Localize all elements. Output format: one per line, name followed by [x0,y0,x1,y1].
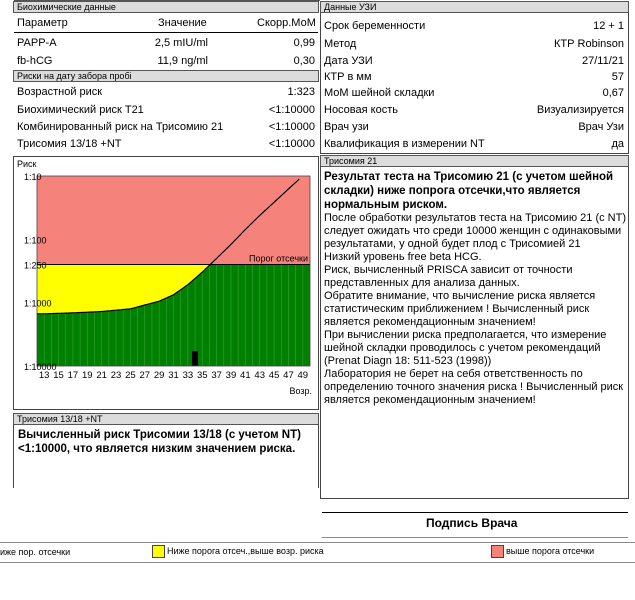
t1318-text: Вычисленный риск Трисомии 13/18 (с учетом NT) <1:10000, что является низким значением риска. [18,429,301,455]
x-tick-label: 19 [82,370,93,381]
biochem-header [13,1,319,13]
legend-high-swatch [491,545,504,558]
risk-label: Комбинированный риск на Трисомию 21 [17,121,224,133]
risk-value: 1:323 [287,86,315,98]
x-tick-label: 45 [268,370,280,381]
t21-body [324,170,626,407]
high-risk-zone [37,176,310,265]
legend-high-label: выше порога отсечки [506,545,595,556]
t21-paragraph: При вычислении риска предполагается, что измерение шейной складки проводилось с учетом рекомендаций (Prenat Diagn 18: 511-523 (1998)) [324,329,607,367]
biochem-title: Биохимические данные [17,2,116,12]
t1318-title: Трисомия 13/18 +NT [17,414,103,424]
x-tick-label: 21 [96,370,107,381]
risk-label: Биохимический риск T21 [17,104,144,116]
patient-marker [192,351,198,366]
legend-low-label: иже пор. отсечки [0,547,71,557]
us-label: Носовая кость [324,104,398,116]
t1318-right-border [318,424,319,488]
risks-header [13,70,319,82]
us-label: Срок беременности [324,20,426,32]
legend-mid-swatch [152,545,165,558]
x-tick-label: 13 [38,370,50,381]
biochem-col-value: Значение [158,17,207,29]
us-value: 0,67 [602,87,624,99]
x-tick-label: 31 [168,370,179,381]
us-value: 57 [611,71,624,83]
x-tick-label: 23 [110,370,122,381]
risk-value: <1:10000 [268,121,315,133]
risks-title: Риски на дату забора пробі [17,71,132,81]
signature-line [322,512,628,513]
t1318-header [13,413,319,425]
t1318-left-border [13,424,14,488]
t21-paragraph: После обработки результатов теста на Трисомию 21 (с NT) следует ожидать что среди 10000 женщин с одинаковыми результатами, у одной будет плод с Трисомией 21 [324,212,627,250]
biochem-row-value: 2,5 mIU/ml [154,37,208,49]
biochem-col-param: Параметр [17,17,68,29]
risk-value: <1:10000 [268,104,315,116]
x-axis-label: Возр. [289,386,312,396]
us-label: КТР в мм [324,71,372,83]
y-tick-label: 1:10000 [24,362,57,372]
x-tick-label: 47 [283,370,294,381]
y-axis-label: Риск [17,159,37,169]
t21-paragraph: Лаборатория не берет на себя ответственность по определению точного значения риска ! Вычисленный риск является рекомендационным значением! [324,368,624,406]
y-tick-label: 1:10 [24,172,42,182]
us-label: Врач узи [324,121,369,133]
x-tick-label: 25 [125,370,136,381]
y-tick-label: 1:1000 [24,298,52,309]
x-tick-label: 41 [240,370,251,381]
cutoff-label: Порог отсечки [249,253,308,264]
signature-label: Подпись Врача [426,516,518,530]
x-tick-label: 35 [196,370,208,381]
us-label: Дата УЗИ [324,55,373,67]
y-tick-label: 1:100 [24,235,47,246]
biochem-row-param: fb-hCG [17,55,53,67]
biochem-row-value: 11,9 ng/ml [157,55,208,67]
us-value: Врач Узи [578,121,624,133]
us-label: МоМ шейной складки [324,87,435,99]
biochem-row-mom: 0,30 [293,55,315,67]
risk-chart [14,157,318,409]
biochem-col-mom: Скорр.МоМ [257,17,316,29]
t21-title: Трисомия 21 [324,156,378,166]
y-tick-label: 1:250 [24,260,47,271]
us-value: да [611,138,624,150]
t21-conclusion: Результат теста на Трисомию 21 (с учетом шейной складки) ниже попрога отсечки,что является нормальным риском. [324,171,614,211]
biochem-row-param: PAPP-A [17,37,57,49]
us-label: Квалификация в измерении NT [324,138,485,150]
t21-paragraph: Обратите внимание, что вычисление риска является статистическим приближением ! Вычисленный риск является рекомендационным значением! [324,290,596,328]
x-tick-label: 49 [297,370,309,381]
legend-low [0,547,70,557]
us-value: 27/11/21 [581,55,624,67]
legend-high [491,545,594,558]
t21-header [320,155,629,167]
legend-mid [152,545,324,558]
legend-mid-label: Ниже порога отсеч.,выше возр. риска [167,545,324,556]
ultrasound-title: Данные УЗИ [324,2,377,12]
x-tick-label: 43 [254,370,265,381]
us-value: Визуализируется [536,104,624,116]
us-value: КТР Robinson [554,38,624,50]
us-value: 12 + 1 [593,20,624,32]
x-tick-label: 29 [153,370,165,381]
legend-top-border [0,542,635,543]
risk-value: <1:10000 [268,138,315,150]
us-label: Метод [324,38,357,50]
t21-paragraph: Риск, вычисленный PRISCA зависит от точности представленных для анализа данных. [324,264,573,289]
risk-label: Трисомия 13/18 +NT [17,138,122,150]
biochem-row-mom: 0,99 [293,37,315,49]
signature-bottom-line [322,537,628,538]
biochem-col-underline [14,32,318,33]
ultrasound-header [320,1,629,13]
x-tick-label: 15 [53,370,64,381]
legend-bottom-border [0,562,635,563]
x-tick-label: 37 [211,370,222,381]
x-tick-label: 17 [67,370,79,381]
x-tick-label: 27 [139,370,151,381]
x-tick-label: 33 [182,370,194,381]
t21-paragraph: Низкий уровень free beta HCG. [324,251,482,263]
x-tick-label: 39 [225,370,237,381]
risk-label: Возрастной риск [17,86,103,98]
